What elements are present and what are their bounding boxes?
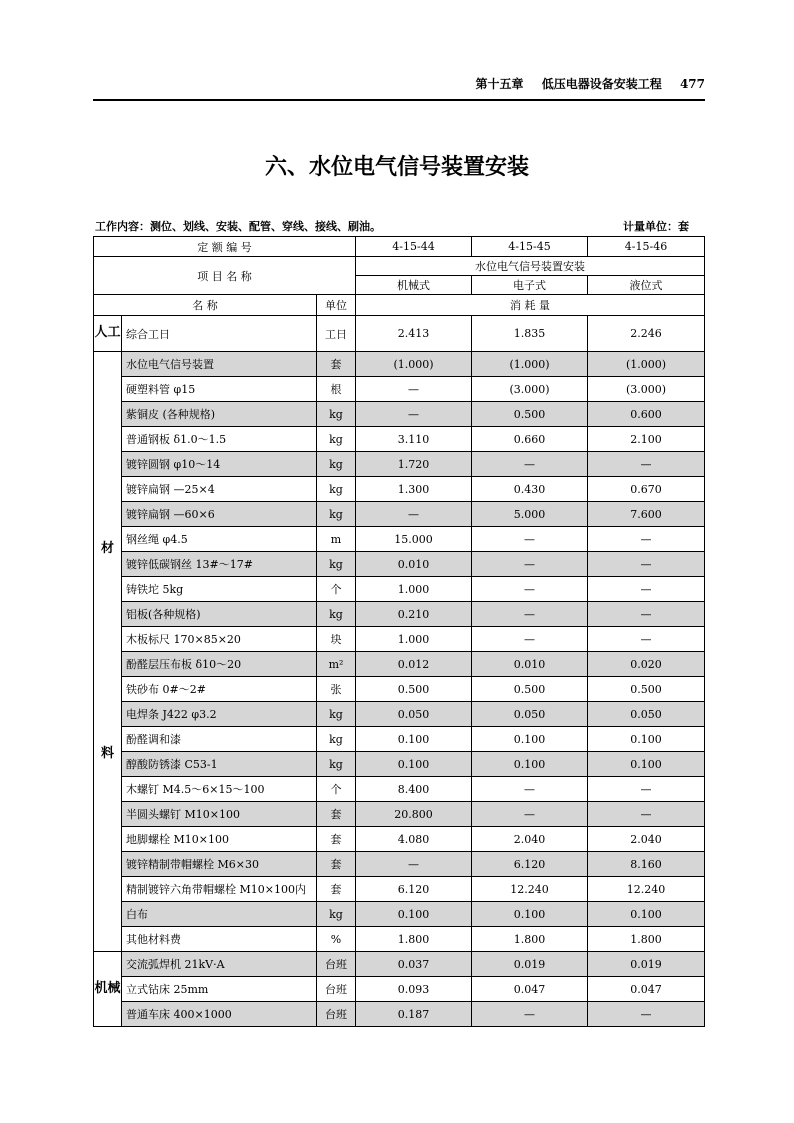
consumption-value: 0.100	[356, 902, 472, 927]
item-unit: 台班	[317, 977, 356, 1002]
consumption-value: 0.430	[472, 477, 588, 502]
consumption-value: —	[356, 402, 472, 427]
item-name: 铝板(各种规格)	[122, 602, 317, 627]
consumption-value: 0.093	[356, 977, 472, 1002]
item-name: 交流弧焊机 21kV·A	[122, 952, 317, 977]
consumption-value: 0.047	[472, 977, 588, 1002]
group-header-row	[94, 257, 705, 276]
consumption-value: —	[588, 777, 705, 802]
table-row	[94, 527, 705, 552]
consumption-value: —	[588, 802, 705, 827]
quota-code-3: 4-15-46	[588, 237, 705, 257]
consumption-value: 0.010	[356, 552, 472, 577]
table-row	[94, 727, 705, 752]
quota-code-label: 定 额 编 号	[94, 237, 356, 257]
consumption-value: 2.100	[588, 427, 705, 452]
item-name: 电焊条 J422 φ3.2	[122, 702, 317, 727]
consumption-value: 6.120	[356, 877, 472, 902]
consumption-value: 1.835	[472, 316, 588, 352]
category-material	[94, 352, 122, 952]
consumption-value: 0.187	[356, 1002, 472, 1027]
table-row	[94, 827, 705, 852]
item-unit: 套	[317, 877, 356, 902]
column-header-row	[94, 295, 705, 316]
item-unit: kg	[317, 702, 356, 727]
table-row	[94, 552, 705, 577]
item-name: 木螺钉 M4.5～6×15～100	[122, 777, 317, 802]
table-row	[94, 452, 705, 477]
consumption-value: 0.500	[472, 677, 588, 702]
consumption-label: 消 耗 量	[356, 295, 705, 316]
table-row	[94, 802, 705, 827]
item-unit: kg	[317, 452, 356, 477]
unit-column-label: 单位	[317, 295, 356, 316]
consumption-value: 0.500	[588, 677, 705, 702]
consumption-value: 0.010	[472, 652, 588, 677]
item-unit: 台班	[317, 952, 356, 977]
item-name: 镀锌圆钢 φ10～14	[122, 452, 317, 477]
consumption-value: —	[472, 627, 588, 652]
consumption-value: —	[588, 577, 705, 602]
consumption-value: 0.019	[588, 952, 705, 977]
item-unit: 块	[317, 627, 356, 652]
item-unit: 张	[317, 677, 356, 702]
table-row	[94, 877, 705, 902]
consumption-value: 0.100	[472, 902, 588, 927]
table-row	[94, 377, 705, 402]
consumption-value: 6.120	[472, 852, 588, 877]
item-unit: kg	[317, 552, 356, 577]
header-rule	[93, 99, 705, 101]
table-row	[94, 352, 705, 377]
table-row	[94, 977, 705, 1002]
consumption-value: 1.800	[356, 927, 472, 952]
consumption-value: 2.040	[588, 827, 705, 852]
work-content: 工作内容：测位、划线、安装、配管、穿线、接线、刷油。	[95, 220, 381, 233]
type-2: 电子式	[472, 276, 588, 295]
item-name: 半圆头螺钉 M10×100	[122, 802, 317, 827]
item-unit: m	[317, 527, 356, 552]
chapter-title: 低压电器设备安装工程	[541, 77, 662, 91]
consumption-value: 0.100	[472, 752, 588, 777]
consumption-value: 1.000	[356, 577, 472, 602]
consumption-value: —	[588, 527, 705, 552]
table-row	[94, 402, 705, 427]
consumption-value: 4.080	[356, 827, 472, 852]
consumption-value: 0.100	[588, 902, 705, 927]
table-row	[94, 627, 705, 652]
item-name: 镀锌低碳钢丝 13#～17#	[122, 552, 317, 577]
consumption-value: 20.800	[356, 802, 472, 827]
consumption-value: —	[356, 502, 472, 527]
item-unit: m²	[317, 652, 356, 677]
item-unit: kg	[317, 902, 356, 927]
item-unit: kg	[317, 402, 356, 427]
consumption-value: —	[356, 852, 472, 877]
consumption-value: 1.000	[356, 627, 472, 652]
item-name: 普通车床 400×1000	[122, 1002, 317, 1027]
item-unit: kg	[317, 427, 356, 452]
table-row	[94, 477, 705, 502]
item-name: 立式钻床 25mm	[122, 977, 317, 1002]
name-column-label: 名 称	[94, 295, 317, 316]
consumption-value: 0.600	[588, 402, 705, 427]
item-name: 硬塑料管 φ15	[122, 377, 317, 402]
item-unit: %	[317, 927, 356, 952]
item-name: 铁砂布 0#～2#	[122, 677, 317, 702]
work-content-line	[95, 218, 689, 234]
item-name-label: 项 目 名 称	[94, 257, 356, 295]
item-name: 白布	[122, 902, 317, 927]
item-name: 镀锌扁钢 —25×4	[122, 477, 317, 502]
item-unit: 个	[317, 777, 356, 802]
quota-code-row	[94, 237, 705, 257]
table-row	[94, 427, 705, 452]
table-row	[94, 502, 705, 527]
consumption-value: —	[472, 602, 588, 627]
consumption-value: 0.047	[588, 977, 705, 1002]
table-row	[94, 652, 705, 677]
item-name: 水位电气信号装置	[122, 352, 317, 377]
item-name: 其他材料费	[122, 927, 317, 952]
item-unit: kg	[317, 752, 356, 777]
consumption-value: 8.160	[588, 852, 705, 877]
consumption-value: —	[588, 627, 705, 652]
consumption-value: 0.012	[356, 652, 472, 677]
consumption-value: —	[588, 1002, 705, 1027]
consumption-value: —	[472, 777, 588, 802]
consumption-value: 0.670	[588, 477, 705, 502]
consumption-value: 7.600	[588, 502, 705, 527]
consumption-value: 2.246	[588, 316, 705, 352]
consumption-value: 12.240	[588, 877, 705, 902]
consumption-value: 0.050	[356, 702, 472, 727]
item-unit: 套	[317, 352, 356, 377]
consumption-value: 0.100	[356, 752, 472, 777]
page-number: 477	[679, 77, 705, 91]
category-material-top: 材	[100, 541, 114, 557]
item-unit: 个	[317, 577, 356, 602]
category-machine: 机械	[94, 952, 122, 1027]
consumption-value: 0.210	[356, 602, 472, 627]
item-name: 综合工日	[122, 316, 317, 352]
consumption-value: —	[472, 1002, 588, 1027]
consumption-value: (1.000)	[356, 352, 472, 377]
consumption-value: 0.100	[588, 727, 705, 752]
item-unit: kg	[317, 502, 356, 527]
item-name: 醇酸防锈漆 C53-1	[122, 752, 317, 777]
consumption-value: 2.040	[472, 827, 588, 852]
category-labor: 人工	[94, 316, 122, 352]
consumption-value: 1.800	[588, 927, 705, 952]
table-row	[94, 952, 705, 977]
consumption-value: —	[588, 452, 705, 477]
consumption-value: —	[356, 377, 472, 402]
consumption-value: 0.019	[472, 952, 588, 977]
consumption-value: (3.000)	[588, 377, 705, 402]
consumption-value: —	[588, 602, 705, 627]
item-unit: 根	[317, 377, 356, 402]
consumption-value: —	[588, 552, 705, 577]
table-row	[94, 902, 705, 927]
item-name: 精制镀锌六角带帽螺栓 M10×100内	[122, 877, 317, 902]
group-header: 水位电气信号装置安装	[356, 257, 705, 276]
item-unit: 台班	[317, 1002, 356, 1027]
consumption-value: 12.240	[472, 877, 588, 902]
item-name: 钢丝绳 φ4.5	[122, 527, 317, 552]
type-1: 机械式	[356, 276, 472, 295]
consumption-value: —	[472, 802, 588, 827]
item-name: 铸铁坨 5kg	[122, 577, 317, 602]
consumption-value: —	[472, 577, 588, 602]
item-name: 木板标尺 170×85×20	[122, 627, 317, 652]
consumption-value: 0.660	[472, 427, 588, 452]
item-name: 酚醛层压布板 δ10～20	[122, 652, 317, 677]
table-row	[94, 702, 705, 727]
type-3: 液位式	[588, 276, 705, 295]
section-title: 六、水位电气信号装置安装	[264, 155, 529, 180]
table-row	[94, 1002, 705, 1027]
item-name: 地脚螺栓 M10×100	[122, 827, 317, 852]
table-row	[94, 677, 705, 702]
item-unit: kg	[317, 727, 356, 752]
consumption-value: 0.100	[588, 752, 705, 777]
consumption-value: 1.800	[472, 927, 588, 952]
table-row	[94, 752, 705, 777]
consumption-value: 1.300	[356, 477, 472, 502]
running-head	[93, 75, 705, 95]
item-name: 普通钢板 δ1.0～1.5	[122, 427, 317, 452]
quota-table	[93, 236, 705, 1027]
item-unit: 套	[317, 802, 356, 827]
table-row	[94, 852, 705, 877]
item-name: 镀锌扁钢 —60×6	[122, 502, 317, 527]
consumption-value: (3.000)	[472, 377, 588, 402]
consumption-value: 15.000	[356, 527, 472, 552]
consumption-value: —	[472, 452, 588, 477]
consumption-value: 0.500	[472, 402, 588, 427]
consumption-value: 3.110	[356, 427, 472, 452]
category-material-bottom: 料	[100, 745, 114, 761]
table-row	[94, 577, 705, 602]
consumption-value: 8.400	[356, 777, 472, 802]
item-name: 镀锌精制带帽螺栓 M6×30	[122, 852, 317, 877]
consumption-value: 1.720	[356, 452, 472, 477]
chapter-number: 第十五章	[475, 77, 524, 91]
unit-of-measure: 计量单位：套	[623, 220, 689, 233]
consumption-value: 0.500	[356, 677, 472, 702]
table-row	[94, 777, 705, 802]
consumption-value: (1.000)	[472, 352, 588, 377]
consumption-value: 0.037	[356, 952, 472, 977]
item-name: 紫铜皮 (各种规格)	[122, 402, 317, 427]
item-unit: 套	[317, 827, 356, 852]
table-row	[94, 316, 705, 352]
item-unit: kg	[317, 602, 356, 627]
quota-code-1: 4-15-44	[356, 237, 472, 257]
table-row	[94, 927, 705, 952]
consumption-value: 2.413	[356, 316, 472, 352]
consumption-value: 0.100	[356, 727, 472, 752]
quota-code-2: 4-15-45	[472, 237, 588, 257]
table-row	[94, 602, 705, 627]
consumption-value: —	[472, 552, 588, 577]
consumption-value: 0.020	[588, 652, 705, 677]
consumption-value: (1.000)	[588, 352, 705, 377]
consumption-value: 0.050	[588, 702, 705, 727]
consumption-value: 5.000	[472, 502, 588, 527]
consumption-value: 0.050	[472, 702, 588, 727]
consumption-value: 0.100	[472, 727, 588, 752]
item-name: 酚醛调和漆	[122, 727, 317, 752]
item-unit: kg	[317, 477, 356, 502]
item-unit: 工日	[317, 316, 356, 352]
item-unit: 套	[317, 852, 356, 877]
consumption-value: —	[472, 527, 588, 552]
